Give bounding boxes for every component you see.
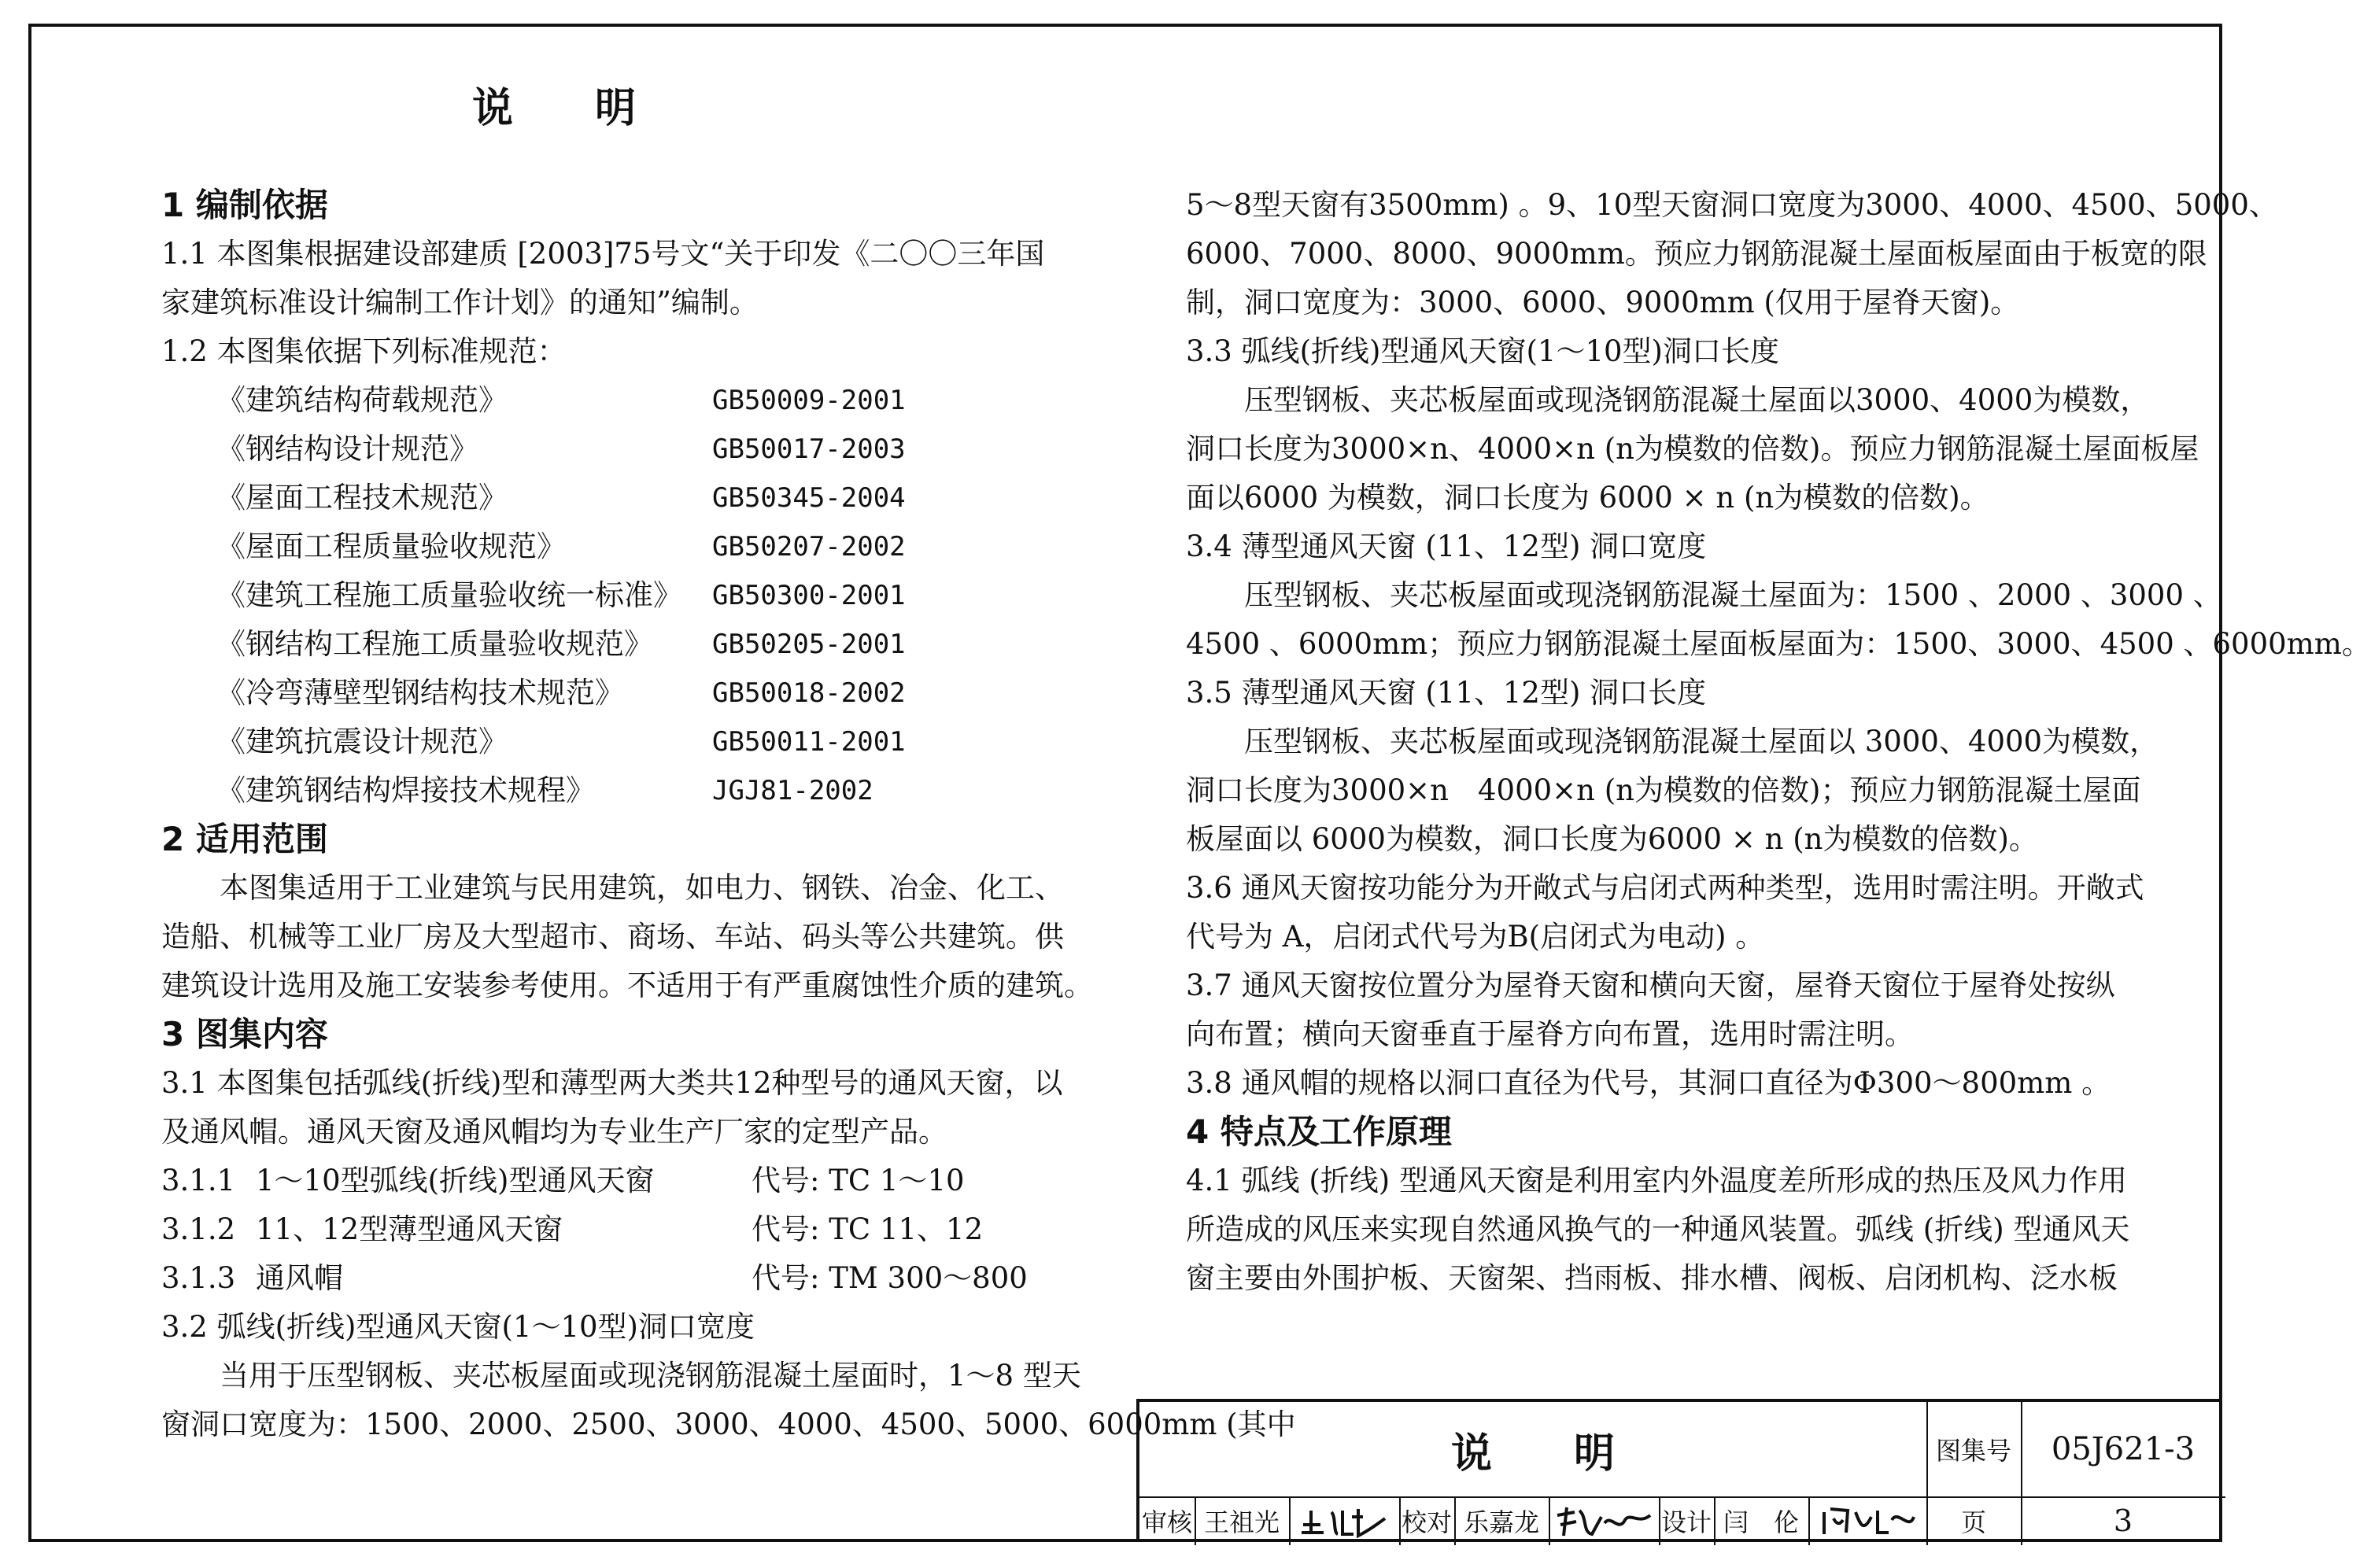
code-number: 3.1.1 (161, 1164, 236, 1197)
standard-name: 《建筑抗震设计规范》 (216, 725, 508, 758)
para-3-3: 3.3 弧线(折线)型通风天窗(1～10型)洞口长度 (1186, 334, 1779, 368)
page-number: 3 (2113, 1503, 2133, 1538)
product-codes-list (161, 1157, 1078, 1303)
code-value: 代号: TM 300～800 (752, 1261, 1028, 1295)
atlas-number-label: 图集号 (1935, 1436, 2011, 1466)
design-label: 设计 (1660, 1507, 1712, 1537)
para-4-1-line2: 所造成的风压来实现自然通风换气的一种通风装置。弧线 (折线) 型通风天 (1186, 1212, 2130, 1246)
standard-name: 《屋面工程质量验收规范》 (216, 529, 566, 563)
checker-signature (1549, 1496, 1659, 1545)
para-3-8: 3.8 通风帽的规格以洞口直径为代号，其洞口直径为Φ300～800mm 。 (1186, 1066, 2111, 1100)
para-3-1-line2: 及通风帽。通风天窗及通风帽均为专业生产厂家的定型产品。 (161, 1115, 947, 1149)
para-4-1-line3: 窗主要由外围护板、天窗架、挡雨板、排水槽、阀板、启闭机构、泛水板 (1186, 1261, 2118, 1295)
product-code-row (161, 1205, 1078, 1254)
para-3-1-line1: 3.1 本图集包括弧线(折线)型和薄型两大类共12种型号的通风天窗，以 (161, 1066, 1063, 1100)
section-3-heading: 3 图集内容 (161, 1015, 328, 1053)
standard-name: 《屋面工程技术规范》 (216, 481, 508, 515)
para-2-line1: 本图集适用于工业建筑与民用建筑，如电力、钢铁、冶金、化工、 (161, 871, 1064, 905)
designer-signature-mark (1816, 1501, 1919, 1540)
reviewer-name: 王祖光 (1203, 1507, 1280, 1537)
standard-row (161, 522, 1078, 571)
para-3-2-line3: 5～8型天窗有3500mm) 。9、10型天窗洞口宽度为3000、4000、4500、5000、 (1186, 188, 2278, 222)
title-block-title: 说 明 (1450, 1429, 1615, 1478)
standard-code: JGJ81-2002 (712, 775, 873, 806)
standard-row (161, 425, 1078, 474)
code-name: 11、12型薄型通风天窗 (256, 1212, 563, 1246)
standard-row (161, 669, 1078, 718)
para-3-7-line1: 3.7 通风天窗按位置分为屋脊天窗和横向天窗，屋脊天窗位于屋脊处按纵 (1186, 968, 2115, 1002)
code-number: 3.1.2 (161, 1212, 236, 1246)
standard-code: GB50018-2002 (712, 677, 906, 709)
para-3-4: 3.4 薄型通风天窗 (11、12型) 洞口宽度 (1186, 529, 1707, 563)
standard-code: GB50300-2001 (712, 580, 906, 611)
page-label: 页 (1960, 1507, 1986, 1537)
para-3-2-line1: 当用于压型钢板、夹芯板屋面或现浇钢筋混凝土屋面时，1～8 型天 (161, 1359, 1081, 1393)
title-block (1136, 1399, 2222, 1542)
standard-code: GB50009-2001 (712, 385, 906, 416)
standards-list (161, 376, 1078, 815)
para-4-1-line1: 4.1 弧线 (折线) 型通风天窗是利用室内外温度差所形成的热压及风力作用 (1186, 1164, 2127, 1197)
para-3-4-line1: 压型钢板、夹芯板屋面或现浇钢筋混凝土屋面为：1500 、2000 、3000 、 (1186, 578, 2222, 612)
standard-name: 《冷弯薄壁型钢结构技术规范》 (216, 676, 624, 710)
section-4-heading: 4 特点及工作原理 (1186, 1112, 1452, 1151)
standard-name: 《钢结构工程施工质量验收规范》 (216, 627, 653, 661)
designer-name: 闫 伦 (1723, 1507, 1799, 1537)
standard-name: 《建筑工程施工质量验收统一标准》 (216, 578, 682, 612)
standard-code: GB50017-2003 (712, 434, 906, 465)
para-3-5-line1: 压型钢板、夹芯板屋面或现浇钢筋混凝土屋面以 3000、4000为模数， (1186, 725, 2159, 758)
para-3-5-line2: 洞口长度为3000×n 4000×n (n为模数的倍数)；预应力钢筋混凝土屋面 (1186, 773, 2141, 807)
designer-signature (1808, 1496, 1926, 1545)
para-3-2-line4: 6000、7000、8000、9000mm。预应力钢筋混凝土屋面板屋面由于板宽的限 (1186, 237, 2207, 271)
standard-code: GB50345-2004 (712, 482, 906, 514)
para-3-2-line5: 制，洞口宽度为：3000、6000、9000mm (仅用于屋脊天窗)。 (1186, 286, 2020, 319)
para-3-2-line2: 窗洞口宽度为：1500、2000、2500、3000、4000、4500、5000、6000mm (其中 (161, 1408, 1296, 1441)
standard-name: 《建筑钢结构焊接技术规程》 (216, 773, 595, 807)
standard-name: 《钢结构设计规范》 (216, 432, 478, 466)
product-code-row (161, 1254, 1078, 1303)
checker-signature-mark (1553, 1501, 1655, 1540)
code-value: 代号: TC 11、12 (752, 1212, 984, 1246)
para-3-6-line2: 代号为 A，启闭式代号为B(启闭式为电动) 。 (1186, 920, 1765, 954)
standard-code: GB50205-2001 (712, 629, 906, 660)
para-3-3-line2: 洞口长度为3000×n、4000×n (n为模数的倍数)。预应力钢筋混凝土屋面板屋 (1186, 432, 2199, 466)
para-2-line2: 造船、机械等工业厂房及大型超市、商场、车站、码头等公共建筑。供 (161, 920, 1064, 954)
para-1-2: 1.2 本图集依据下列标准规范： (161, 334, 567, 368)
para-3-6-line1: 3.6 通风天窗按功能分为开敞式与启闭式两种类型，选用时需注明。开敞式 (1186, 871, 2144, 905)
standard-row (161, 474, 1078, 522)
para-3-5-line3: 板屋面以 6000为模数，洞口长度为6000 × n (n为模数的倍数)。 (1186, 822, 2038, 856)
section-2-heading: 2 适用范围 (161, 820, 328, 858)
code-number: 3.1.3 (161, 1261, 236, 1295)
code-value: 代号: TC 1～10 (752, 1164, 965, 1197)
check-label: 校对 (1401, 1507, 1452, 1537)
para-3-4-line2: 4500 、6000mm；预应力钢筋混凝土屋面板屋面为：1500、3000、4500 、6000mm。 (1186, 627, 2371, 661)
para-3-7-line2: 向布置；横向天窗垂直于屋脊方向布置，选用时需注明。 (1186, 1017, 1914, 1051)
section-1-heading: 1 编制依据 (161, 186, 328, 224)
para-3-3-line3: 面以6000 为模数，洞口长度为 6000 × n (n为模数的倍数)。 (1186, 481, 1989, 515)
standard-name: 《建筑结构荷载规范》 (216, 383, 508, 417)
standard-row (161, 766, 1078, 815)
para-2-line3: 建筑设计选用及施工安装参考使用。不适用于有严重腐蚀性介质的建筑。 (161, 968, 1093, 1002)
left-column (161, 181, 1296, 1449)
standard-code: GB50207-2002 (712, 531, 906, 563)
para-3-3-line1: 压型钢板、夹芯板屋面或现浇钢筋混凝土屋面以3000、4000为模数， (1186, 383, 2150, 417)
right-column (1186, 181, 2371, 1303)
para-3-5: 3.5 薄型通风天窗 (11、12型) 洞口长度 (1186, 676, 1707, 710)
standard-row (161, 620, 1078, 669)
reviewer-signature (1289, 1496, 1399, 1545)
para-3-2: 3.2 弧线(折线)型通风天窗(1～10型)洞口宽度 (161, 1310, 755, 1344)
atlas-number: 05J621-3 (2051, 1431, 2196, 1467)
page-title: 说 明 (472, 85, 637, 132)
code-name: 通风帽 (256, 1261, 343, 1295)
standard-row (161, 376, 1078, 425)
product-code-row (161, 1157, 1078, 1205)
review-label: 审核 (1141, 1507, 1192, 1537)
reviewer-signature-mark (1297, 1501, 1391, 1540)
standard-row (161, 571, 1078, 620)
para-1-1-line1: 1.1 本图集根据建设部建质 [2003]75号文“关于印发《二〇〇三年国 (161, 237, 1045, 271)
code-name: 1～10型弧线(折线)型通风天窗 (256, 1164, 655, 1197)
standard-row (161, 718, 1078, 766)
checker-name: 乐嘉龙 (1463, 1507, 1539, 1537)
para-1-1-line2: 家建筑标准设计编制工作计划》的通知”编制。 (161, 286, 759, 319)
standard-code: GB50011-2001 (712, 726, 906, 758)
